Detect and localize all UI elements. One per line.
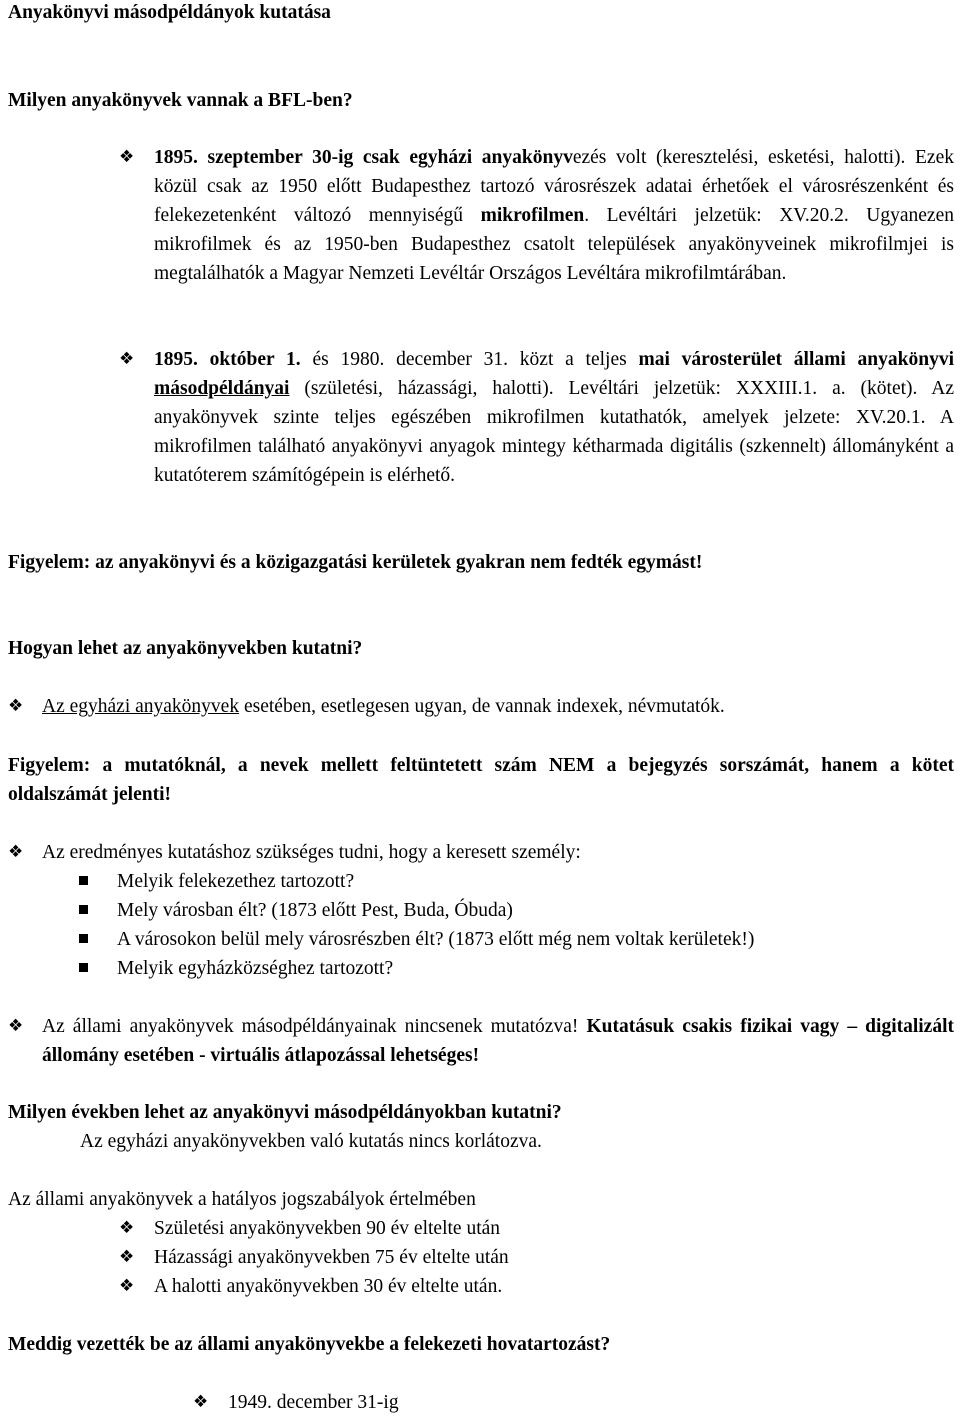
diamond-bullet-icon: ❖: [8, 842, 24, 862]
diamond-bullet-icon: ❖: [119, 1247, 135, 1267]
square-bullet-icon: [79, 963, 88, 972]
section-heading-which-years: Milyen években lehet az anyakönyvi másodpéldányokban kutatni?: [8, 1102, 562, 1123]
item-bold-text: 1895. szeptember 30-ig csak egyházi anyakönyv: [154, 147, 573, 168]
square-bullet-icon: [79, 876, 88, 885]
list-item-church-indexes: [42, 692, 954, 721]
list-item-death-registers: A halotti anyakönyvekben 30 év eltelte után.: [154, 1276, 503, 1297]
state-registers-intro: Az állami anyakönyvek a hatályos jogszabályok értelmében: [8, 1189, 476, 1210]
list-item-marriage-registers: Házassági anyakönyvekben 75 év eltelte után: [154, 1247, 509, 1268]
item-bold-text: 1895. október 1.: [154, 349, 301, 370]
item-underlined-text: Az egyházi anyakönyvek: [42, 696, 240, 717]
item-text: és 1980. december 31. közt a teljes: [300, 349, 639, 370]
sub-item-city: Mely városban élt? (1873 előtt Pest, Buda, Óbuda): [117, 900, 513, 921]
list-item-church-registers: [154, 143, 954, 288]
section-heading-denomination-until: Meddig vezették be az állami anyakönyvekbe a felekezeti hovatartozást?: [8, 1334, 611, 1355]
diamond-bullet-icon: ❖: [119, 147, 135, 167]
square-bullet-icon: [79, 905, 88, 914]
warning-page-numbers: Figyelem: a mutatóknál, a nevek mellett feltüntetett szám NEM a bejegyzés sorszámát, hanem a kötet oldalszámát jelenti!: [8, 755, 954, 805]
item-text: (születési, házassági, halotti). Levéltári jelzetük: XXXIII.1. a. (kötet). Az anyakönyvek szinte teljes egészében mikrofilmen kutathatók, amelyek jelzete: XV.20.1. A mikrofilmen található anyakönyvi anyagok mintegy kétharmada digitális (szkennelt) állományként a kutatóterem számítógépein is elérhető.: [154, 378, 954, 486]
warning-districts: Figyelem: az anyakönyvi és a közigazgatási kerületek gyakran nem fedték egymást!: [8, 552, 703, 573]
item-text: Az állami anyakönyvek másodpéldányainak nincsenek mutatózva!: [42, 1016, 587, 1037]
item-bold-underlined-text: másodpéldányai: [154, 378, 290, 399]
diamond-bullet-icon: ❖: [119, 349, 135, 369]
section-heading-available-registers: Milyen anyakönyvek vannak a BFL-ben?: [8, 90, 353, 111]
diamond-bullet-icon: ❖: [8, 1016, 24, 1036]
diamond-bullet-icon: ❖: [8, 696, 24, 716]
list-item-state-no-index: [42, 1012, 954, 1070]
item-bold-text: Kutatásuk csakis fizikai vagy – digitalizált állomány esetében - virtuális átlapozással lehetséges!: [42, 1016, 955, 1066]
item-text: . Levéltári jelzetük: XV.20.2. Ugyanezen mikrofilmek és az 1950-ben Budapesthez csatolt települések anyakönyveinek mikrofilmjei is megtalálhatók a Magyar Nemzeti Levéltár Országos Levéltára mikrofilmtárában.: [154, 205, 954, 284]
item-text: ezés volt (keresztelési, esketési, halotti). Ezek közül csak az 1950 előtt Budapesthez tartozó városrészek adatai érhetőek el városrészenként és felekezetenként változó mennyiségű: [154, 147, 954, 226]
item-text: esetében, esetlegesen ugyan, de vannak indexek, névmutatók.: [239, 696, 725, 717]
diamond-bullet-icon: ❖: [193, 1392, 209, 1412]
diamond-bullet-icon: ❖: [119, 1276, 135, 1296]
sub-item-parish: Melyik egyházközséghez tartozott?: [117, 958, 394, 979]
item-bold-text: mai városterület állami anyakönyvi: [638, 349, 955, 370]
section-heading-how-to-research: Hogyan lehet az anyakönyvekben kutatni?: [8, 638, 363, 659]
sub-item-district: A városokon belül mely városrészben élt? (1873 előtt még nem voltak kerületek!): [117, 929, 755, 950]
square-bullet-icon: [79, 934, 88, 943]
diamond-bullet-icon: ❖: [119, 1218, 135, 1238]
item-bold-text: mikrofilmen: [480, 205, 585, 226]
list-item-state-registers: [154, 345, 954, 490]
church-registers-no-restriction: Az egyházi anyakönyvekben való kutatás nincs korlátozva.: [80, 1131, 542, 1152]
list-item-birth-registers: Születési anyakönyvekben 90 év eltelte után: [154, 1218, 501, 1239]
sub-item-denomination: Melyik felekezethez tartozott?: [117, 871, 355, 892]
list-item-until-date: 1949. december 31-ig: [228, 1392, 399, 1413]
document-title: Anyakönyvi másodpéldányok kutatása: [8, 2, 331, 23]
list-item-required-info: Az eredményes kutatáshoz szükséges tudni, hogy a keresett személy:: [42, 842, 581, 863]
